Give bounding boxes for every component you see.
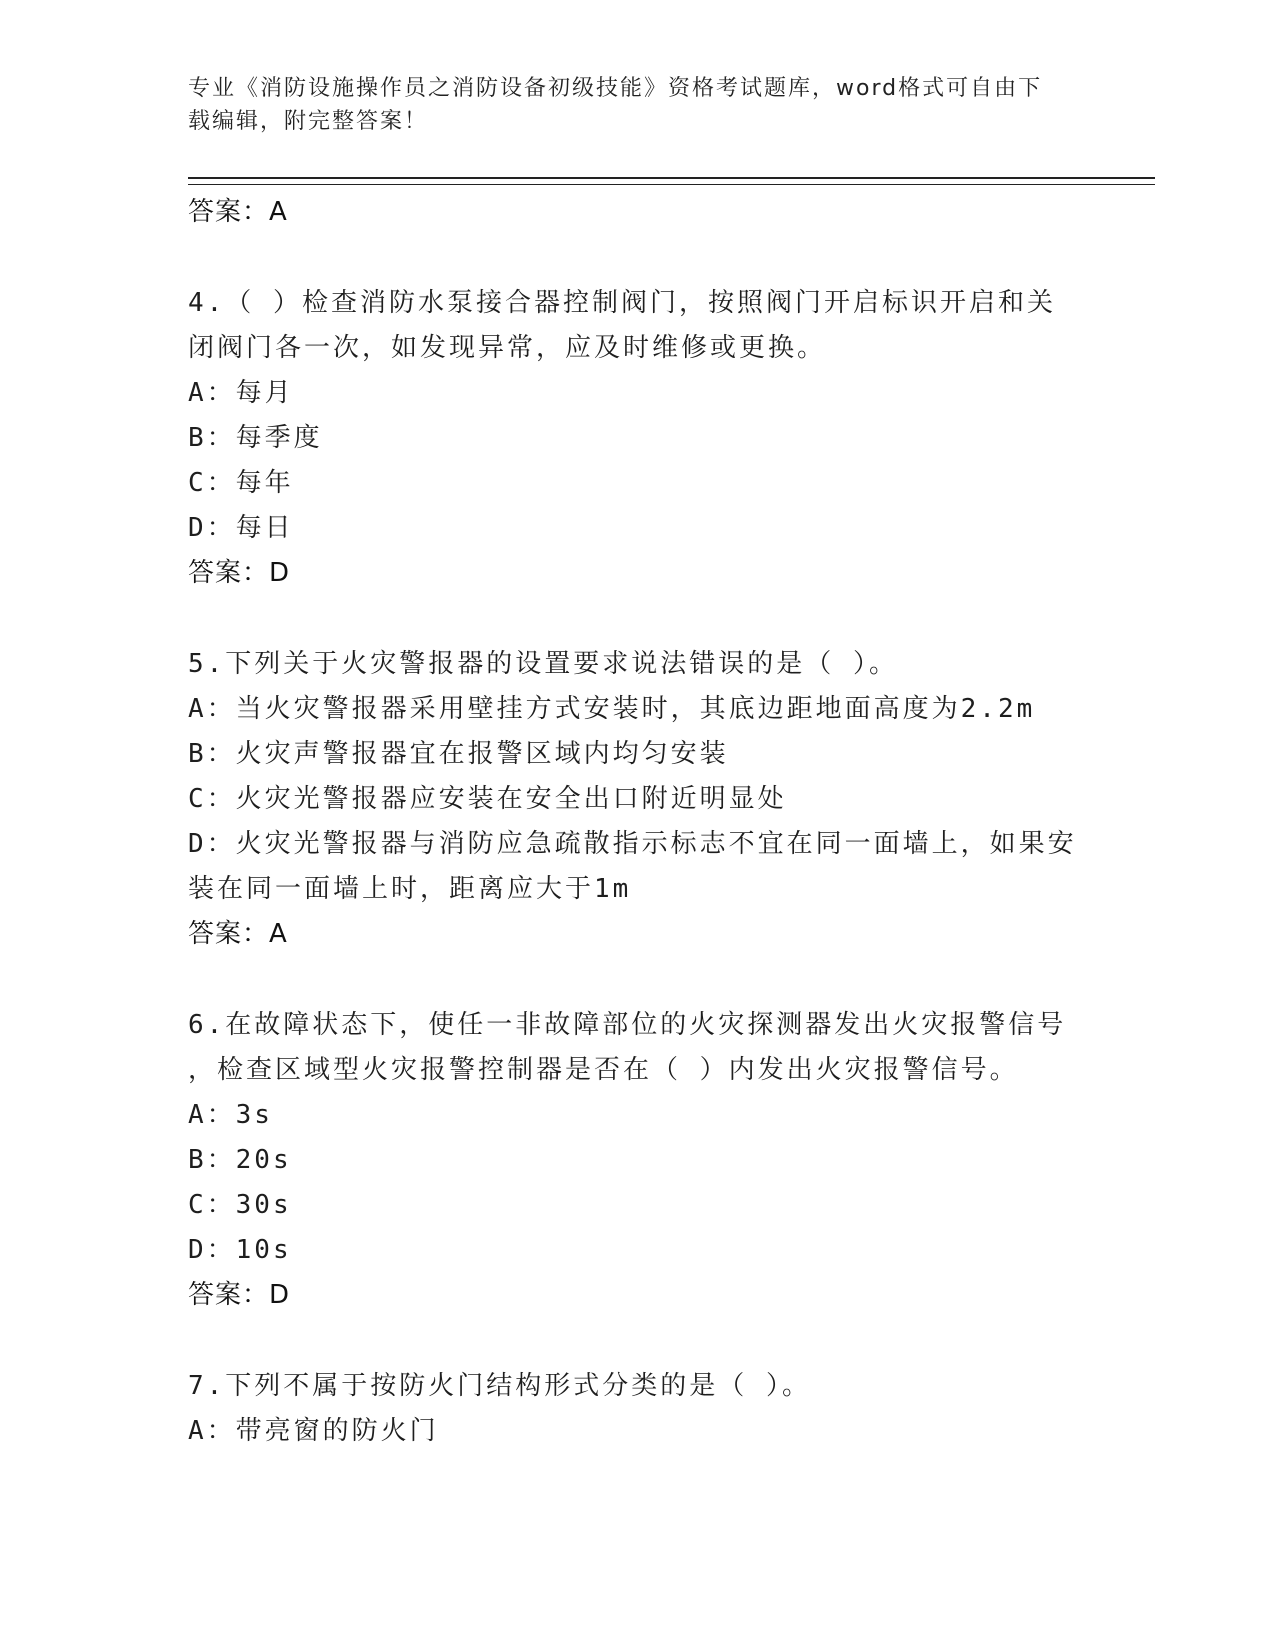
question-stem: 6.在故障状态下，使任一非故障部位的火灾探测器发出火灾报警信号: [188, 1010, 1067, 1040]
option-a: A：3s: [188, 1100, 273, 1130]
option-b: B：火灾声警报器宜在报警区域内均匀安装: [188, 739, 729, 769]
answer-q3: 答案：A: [188, 197, 288, 227]
option-c: C：火灾光警报器应安装在安全出口附近明显处: [188, 784, 787, 814]
header-line-2: 载编辑，附完整答案！: [188, 109, 429, 134]
spacer: [188, 235, 1088, 281]
option-c: C：每年: [188, 468, 294, 498]
document-header: [188, 72, 1088, 138]
answer-q4: 答案：D: [188, 558, 291, 588]
option-d: D：10s: [188, 1235, 292, 1265]
question-stem: 闭阀门各一次，如发现异常，应及时维修或更换。: [188, 333, 827, 363]
spacer: [188, 596, 1088, 642]
spacer: [188, 1318, 1088, 1364]
header-line-1: 专业《消防设施操作员之消防设备初级技能》资格考试题库，word格式可自由下: [188, 76, 1043, 101]
question-stem: 5.下列关于火灾警报器的设置要求说法错误的是（ ）。: [188, 649, 898, 679]
question-7: [188, 1364, 1088, 1454]
header-divider-thin: [188, 184, 1155, 185]
answer-q6: 答案：D: [188, 1280, 291, 1310]
spacer: [188, 957, 1088, 1003]
option-d: D：每日: [188, 513, 294, 543]
question-4: [188, 281, 1088, 596]
option-b: B：20s: [188, 1145, 292, 1175]
option-b: B：每季度: [188, 423, 323, 453]
question-stem: 7.下列不属于按防火门结构形式分类的是（ ）。: [188, 1371, 811, 1401]
option-d: D：火灾光警报器与消防应急疏散指示标志不宜在同一面墙上，如果安: [188, 829, 1077, 859]
question-stem: 4.（ ）检查消防水泵接合器控制阀门，按照阀门开启标识开启和关: [188, 288, 1056, 318]
option-c: C：30s: [188, 1190, 292, 1220]
option-a: A：带亮窗的防火门: [188, 1416, 439, 1446]
question-6: [188, 1003, 1088, 1318]
option-a: A：每月: [188, 378, 294, 408]
option-d-continued: 装在同一面墙上时，距离应大于1m: [188, 874, 632, 904]
answer-q5: 答案：A: [188, 919, 288, 949]
header-divider-thick: [188, 177, 1155, 179]
question-5: [188, 642, 1088, 957]
question-stem: ，检查区域型火灾报警控制器是否在（ ）内发出火灾报警信号。: [188, 1055, 1019, 1085]
question-content: [188, 190, 1088, 1454]
option-a: A：当火灾警报器采用壁挂方式安装时，其底边距地面高度为2.2m: [188, 694, 1036, 724]
